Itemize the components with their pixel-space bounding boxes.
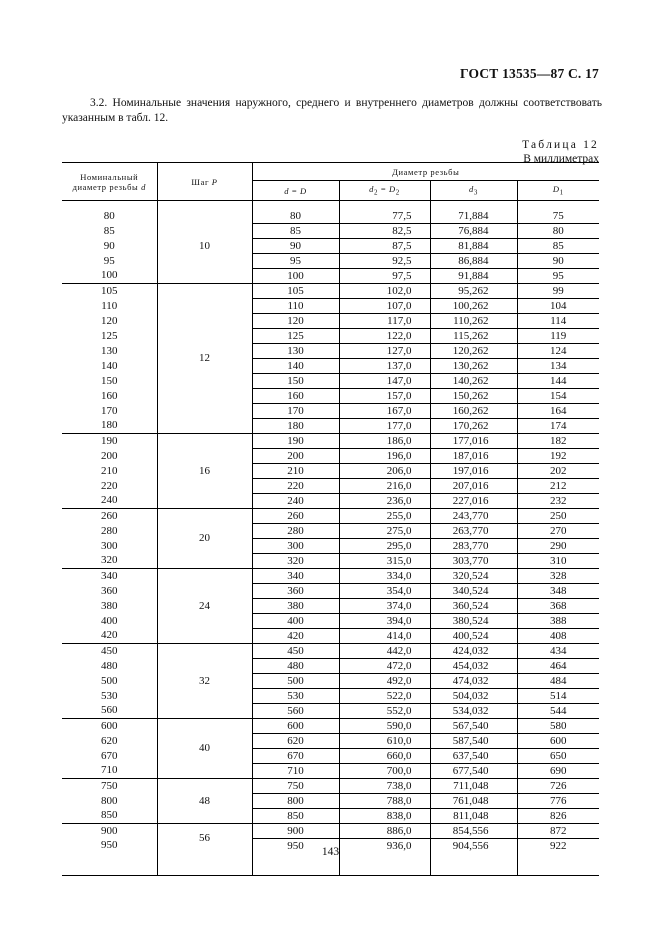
units-note: В миллиметрах bbox=[523, 153, 599, 165]
cell-d3: 474,032 bbox=[430, 674, 517, 689]
cell-nominal: 480 bbox=[101, 659, 118, 672]
cell-d: 400 bbox=[252, 614, 339, 629]
cell-D1: 212 bbox=[517, 479, 599, 494]
cell-d2: 117,0 bbox=[339, 314, 430, 329]
cell-D1: 580 bbox=[517, 719, 599, 734]
col-d2-header: $d_2 = D_2$ bbox=[339, 181, 430, 201]
col-d-header: d = D bbox=[252, 181, 339, 201]
cell-d2: 127,0 bbox=[339, 344, 430, 359]
cell-nominal: 190 bbox=[101, 434, 118, 447]
cell-nominal: 450 bbox=[101, 644, 118, 657]
table-row bbox=[62, 239, 599, 254]
table-row bbox=[62, 659, 599, 674]
cell-D1: 202 bbox=[517, 464, 599, 479]
cell-d3: 140,262 bbox=[430, 374, 517, 389]
cell-d3: 207,016 bbox=[430, 479, 517, 494]
cell-nominal: 600 bbox=[101, 719, 118, 732]
cell-d3: 854,556 bbox=[430, 824, 517, 839]
cell-D1: 434 bbox=[517, 644, 599, 659]
cell-pitch: 48 bbox=[157, 779, 252, 824]
table-row bbox=[62, 584, 599, 599]
table-row bbox=[62, 389, 599, 404]
cell-D1: 544 bbox=[517, 704, 599, 719]
cell-D1: 690 bbox=[517, 764, 599, 779]
cell-pitch: 12 bbox=[157, 284, 252, 434]
table-row bbox=[62, 734, 599, 749]
table-row bbox=[62, 419, 599, 434]
page-header: ГОСТ 13535—87 С. 17 bbox=[460, 66, 599, 81]
cell-d2: 886,0 bbox=[339, 824, 430, 839]
table-row bbox=[62, 674, 599, 689]
cell-d3: 263,770 bbox=[430, 524, 517, 539]
table-row bbox=[62, 434, 599, 449]
cell-nominal: 380 bbox=[101, 599, 118, 612]
cell-d: 120 bbox=[252, 314, 339, 329]
cell-d: 85 bbox=[252, 224, 339, 239]
table-row bbox=[62, 824, 599, 839]
cell-d3: 130,262 bbox=[430, 359, 517, 374]
cell-nominal: 400 bbox=[101, 614, 118, 627]
cell-d2: 216,0 bbox=[339, 479, 430, 494]
cell-d3: 115,262 bbox=[430, 329, 517, 344]
cell-d3: 303,770 bbox=[430, 554, 517, 569]
cell-d2: 610,0 bbox=[339, 734, 430, 749]
cell-nominal: 750 bbox=[101, 779, 118, 792]
cell-d2: 77,5 bbox=[339, 209, 430, 224]
cell-d2: 660,0 bbox=[339, 749, 430, 764]
cell-D1: 75 bbox=[517, 209, 599, 224]
cell-d3: 110,262 bbox=[430, 314, 517, 329]
cell-nominal: 530 bbox=[101, 689, 118, 702]
table-row bbox=[62, 209, 599, 224]
cell-D1: 144 bbox=[517, 374, 599, 389]
cell-d: 200 bbox=[252, 449, 339, 464]
cell-nominal: 110 bbox=[101, 299, 118, 312]
cell-d: 360 bbox=[252, 584, 339, 599]
table-row bbox=[62, 464, 599, 479]
cell-d: 670 bbox=[252, 749, 339, 764]
cell-D1: 650 bbox=[517, 749, 599, 764]
cell-d2: 82,5 bbox=[339, 224, 430, 239]
cell-d2: 492,0 bbox=[339, 674, 430, 689]
table-row bbox=[62, 284, 599, 299]
cell-d: 125 bbox=[252, 329, 339, 344]
cell-D1: 95 bbox=[517, 269, 599, 284]
cell-nominal: 670 bbox=[101, 749, 118, 762]
table-row bbox=[62, 404, 599, 419]
cell-d2: 137,0 bbox=[339, 359, 430, 374]
cell-D1: 464 bbox=[517, 659, 599, 674]
table-row bbox=[62, 704, 599, 719]
cell-pitch: 20 bbox=[157, 509, 252, 569]
cell-nominal: 710 bbox=[62, 764, 157, 779]
cell-d2: 122,0 bbox=[339, 329, 430, 344]
cell-d: 260 bbox=[252, 509, 339, 524]
cell-nominal: 500 bbox=[101, 674, 118, 687]
cell-d3: 761,048 bbox=[430, 794, 517, 809]
cell-d3: 227,016 bbox=[430, 494, 517, 509]
cell-nominal: 280 bbox=[101, 524, 118, 537]
table-row bbox=[62, 524, 599, 539]
cell-d: 300 bbox=[252, 539, 339, 554]
cell-d3: 587,540 bbox=[430, 734, 517, 749]
cell-D1: 99 bbox=[517, 284, 599, 299]
cell-d3: 637,540 bbox=[430, 749, 517, 764]
cell-D1: 290 bbox=[517, 539, 599, 554]
cell-d3: 187,016 bbox=[430, 449, 517, 464]
cell-d2: 414,0 bbox=[339, 629, 430, 644]
table-row bbox=[62, 554, 599, 569]
cell-d3: 86,884 bbox=[430, 254, 517, 269]
cell-nominal: 220 bbox=[101, 479, 118, 492]
cell-D1: 104 bbox=[517, 299, 599, 314]
cell-d: 80 bbox=[252, 209, 339, 224]
cell-nominal: 140 bbox=[101, 359, 118, 372]
cell-d: 170 bbox=[252, 404, 339, 419]
cell-nominal: 105 bbox=[101, 284, 118, 297]
cell-d2: 334,0 bbox=[339, 569, 430, 584]
cell-d2: 196,0 bbox=[339, 449, 430, 464]
cell-D1: 174 bbox=[517, 419, 599, 434]
cell-d: 950 bbox=[252, 839, 339, 854]
cell-d2: 275,0 bbox=[339, 524, 430, 539]
cell-d: 530 bbox=[252, 689, 339, 704]
cell-nominal: 180 bbox=[62, 419, 157, 434]
cell-nominal: 950 bbox=[101, 839, 118, 852]
cell-d: 850 bbox=[252, 809, 339, 824]
cell-d2: 236,0 bbox=[339, 494, 430, 509]
cell-nominal: 200 bbox=[101, 449, 118, 462]
table-body bbox=[62, 201, 599, 876]
cell-d: 340 bbox=[252, 569, 339, 584]
cell-D1: 124 bbox=[517, 344, 599, 359]
table-row bbox=[62, 299, 599, 314]
cell-d: 450 bbox=[252, 644, 339, 659]
cell-D1: 250 bbox=[517, 509, 599, 524]
table-caption: Таблица 12 bbox=[522, 139, 599, 151]
cell-D1: 134 bbox=[517, 359, 599, 374]
cell-d3: 91,884 bbox=[430, 269, 517, 284]
cell-d3: 243,770 bbox=[430, 509, 517, 524]
cell-D1: 826 bbox=[517, 809, 599, 824]
cell-d: 800 bbox=[252, 794, 339, 809]
cell-d: 500 bbox=[252, 674, 339, 689]
cell-D1: 872 bbox=[517, 824, 599, 839]
cell-d: 110 bbox=[252, 299, 339, 314]
cell-d: 420 bbox=[252, 629, 339, 644]
cell-nominal: 560 bbox=[62, 704, 157, 719]
section-paragraph: 3.2. Номинальные значения наружного, среднего и внутреннего диаметров должны соответствовать указанным в табл. 12. bbox=[62, 97, 602, 124]
cell-d2: 157,0 bbox=[339, 389, 430, 404]
cell-d: 710 bbox=[252, 764, 339, 779]
cell-pitch: 16 bbox=[157, 434, 252, 509]
cell-d3: 177,016 bbox=[430, 434, 517, 449]
cell-nominal: 900 bbox=[101, 824, 118, 837]
cell-D1: 922 bbox=[517, 839, 599, 854]
cell-pitch: 40 bbox=[157, 719, 252, 779]
cell-d3: 197,016 bbox=[430, 464, 517, 479]
table-row bbox=[62, 614, 599, 629]
table-row bbox=[62, 269, 599, 284]
cell-nominal: 95 bbox=[103, 254, 115, 267]
cell-d2: 838,0 bbox=[339, 809, 430, 824]
table-row bbox=[62, 509, 599, 524]
cell-D1: 154 bbox=[517, 389, 599, 404]
table-row bbox=[62, 809, 599, 824]
cell-nominal: 125 bbox=[101, 329, 118, 342]
table-row bbox=[62, 374, 599, 389]
cell-d2: 522,0 bbox=[339, 689, 430, 704]
table-row bbox=[62, 719, 599, 734]
cell-d2: 255,0 bbox=[339, 509, 430, 524]
table-row bbox=[62, 644, 599, 659]
table-row bbox=[62, 494, 599, 509]
cell-d3: 160,262 bbox=[430, 404, 517, 419]
cell-D1: 114 bbox=[517, 314, 599, 329]
cell-D1: 192 bbox=[517, 449, 599, 464]
cell-D1: 164 bbox=[517, 404, 599, 419]
cell-d2: 788,0 bbox=[339, 794, 430, 809]
cell-nominal: 150 bbox=[101, 374, 118, 387]
table-row bbox=[62, 569, 599, 584]
cell-d2: 177,0 bbox=[339, 419, 430, 434]
cell-d: 180 bbox=[252, 419, 339, 434]
cell-D1: 90 bbox=[517, 254, 599, 269]
table-row bbox=[62, 764, 599, 779]
cell-nominal: 800 bbox=[101, 794, 118, 807]
cell-D1: 776 bbox=[517, 794, 599, 809]
page-number: 143 bbox=[321, 846, 340, 858]
cell-d: 240 bbox=[252, 494, 339, 509]
cell-D1: 310 bbox=[517, 554, 599, 569]
cell-d2: 394,0 bbox=[339, 614, 430, 629]
cell-D1: 484 bbox=[517, 674, 599, 689]
cell-d2: 295,0 bbox=[339, 539, 430, 554]
table-row bbox=[62, 539, 599, 554]
table-row bbox=[62, 479, 599, 494]
cell-d2: 147,0 bbox=[339, 374, 430, 389]
cell-D1: 368 bbox=[517, 599, 599, 614]
cell-d: 160 bbox=[252, 389, 339, 404]
table-row bbox=[62, 359, 599, 374]
cell-pitch: 24 bbox=[157, 569, 252, 644]
cell-d3: 320,524 bbox=[430, 569, 517, 584]
cell-d3: 400,524 bbox=[430, 629, 517, 644]
cell-d3: 360,524 bbox=[430, 599, 517, 614]
cell-pitch: 32 bbox=[157, 644, 252, 719]
cell-d: 280 bbox=[252, 524, 339, 539]
cell-d3: 81,884 bbox=[430, 239, 517, 254]
cell-d2: 590,0 bbox=[339, 719, 430, 734]
table-row bbox=[62, 629, 599, 644]
cell-d2: 442,0 bbox=[339, 644, 430, 659]
cell-D1: 80 bbox=[517, 224, 599, 239]
cell-d3: 567,540 bbox=[430, 719, 517, 734]
cell-nominal: 620 bbox=[101, 734, 118, 747]
cell-D1: 119 bbox=[517, 329, 599, 344]
cell-d3: 150,262 bbox=[430, 389, 517, 404]
cell-D1: 85 bbox=[517, 239, 599, 254]
cell-d3: 76,884 bbox=[430, 224, 517, 239]
cell-d2: 738,0 bbox=[339, 779, 430, 794]
cell-d2: 354,0 bbox=[339, 584, 430, 599]
cell-d2: 186,0 bbox=[339, 434, 430, 449]
col-diam-group-header: Диаметр резьбы bbox=[252, 163, 599, 181]
cell-d2: 167,0 bbox=[339, 404, 430, 419]
cell-d2: 936,0 bbox=[339, 839, 430, 854]
cell-d: 560 bbox=[252, 704, 339, 719]
table-row bbox=[62, 599, 599, 614]
cell-d3: 120,262 bbox=[430, 344, 517, 359]
cell-nominal: 240 bbox=[62, 494, 157, 509]
cell-nominal: 320 bbox=[62, 554, 157, 569]
cell-D1: 182 bbox=[517, 434, 599, 449]
cell-d2: 92,5 bbox=[339, 254, 430, 269]
table-row bbox=[62, 794, 599, 809]
cell-d2: 472,0 bbox=[339, 659, 430, 674]
cell-d2: 315,0 bbox=[339, 554, 430, 569]
cell-d: 380 bbox=[252, 599, 339, 614]
col-D1-header: $D_1$ bbox=[517, 181, 599, 201]
cell-d3: 340,524 bbox=[430, 584, 517, 599]
cell-d3: 711,048 bbox=[430, 779, 517, 794]
cell-nominal: 420 bbox=[62, 629, 157, 644]
col-d3-header: $d_3$ bbox=[430, 181, 517, 201]
cell-d: 105 bbox=[252, 284, 339, 299]
cell-D1: 600 bbox=[517, 734, 599, 749]
cell-D1: 514 bbox=[517, 689, 599, 704]
cell-d: 140 bbox=[252, 359, 339, 374]
cell-nominal: 340 bbox=[101, 569, 118, 582]
cell-nominal: 130 bbox=[101, 344, 118, 357]
col-pitch-header: Шаг P bbox=[157, 163, 252, 201]
table-row bbox=[62, 344, 599, 359]
cell-d: 100 bbox=[252, 269, 339, 284]
cell-d3: 283,770 bbox=[430, 539, 517, 554]
cell-d3: 504,032 bbox=[430, 689, 517, 704]
cell-d3: 170,262 bbox=[430, 419, 517, 434]
cell-d2: 374,0 bbox=[339, 599, 430, 614]
cell-d: 130 bbox=[252, 344, 339, 359]
cell-D1: 408 bbox=[517, 629, 599, 644]
cell-d2: 102,0 bbox=[339, 284, 430, 299]
cell-D1: 388 bbox=[517, 614, 599, 629]
cell-d: 320 bbox=[252, 554, 339, 569]
cell-d3: 424,032 bbox=[430, 644, 517, 659]
cell-d3: 95,262 bbox=[430, 284, 517, 299]
cell-nominal: 260 bbox=[101, 509, 118, 522]
cell-d: 480 bbox=[252, 659, 339, 674]
table-row bbox=[62, 689, 599, 704]
cell-nominal: 120 bbox=[101, 314, 118, 327]
cell-d: 750 bbox=[252, 779, 339, 794]
cell-d2: 97,5 bbox=[339, 269, 430, 284]
cell-d: 90 bbox=[252, 239, 339, 254]
cell-d: 95 bbox=[252, 254, 339, 269]
cell-d: 190 bbox=[252, 434, 339, 449]
table-row bbox=[62, 779, 599, 794]
table-row bbox=[62, 314, 599, 329]
cell-nominal: 360 bbox=[101, 584, 118, 597]
cell-D1: 348 bbox=[517, 584, 599, 599]
cell-d3: 811,048 bbox=[430, 809, 517, 824]
table-row bbox=[62, 254, 599, 269]
cell-d: 220 bbox=[252, 479, 339, 494]
cell-d: 210 bbox=[252, 464, 339, 479]
cell-d3: 100,262 bbox=[430, 299, 517, 314]
table-row bbox=[62, 749, 599, 764]
cell-nominal: 100 bbox=[62, 269, 157, 284]
cell-D1: 232 bbox=[517, 494, 599, 509]
cell-d2: 87,5 bbox=[339, 239, 430, 254]
cell-nominal: 170 bbox=[101, 404, 118, 417]
cell-d: 620 bbox=[252, 734, 339, 749]
cell-nominal: 85 bbox=[103, 224, 115, 237]
cell-d2: 107,0 bbox=[339, 299, 430, 314]
cell-D1: 726 bbox=[517, 779, 599, 794]
cell-d3: 534,032 bbox=[430, 704, 517, 719]
cell-d: 900 bbox=[252, 824, 339, 839]
cell-nominal: 90 bbox=[103, 239, 115, 252]
cell-d: 150 bbox=[252, 374, 339, 389]
table-row bbox=[62, 329, 599, 344]
thread-diameter-table bbox=[62, 162, 599, 876]
cell-d2: 206,0 bbox=[339, 464, 430, 479]
cell-D1: 270 bbox=[517, 524, 599, 539]
cell-D1: 328 bbox=[517, 569, 599, 584]
cell-d2: 700,0 bbox=[339, 764, 430, 779]
cell-nominal: 300 bbox=[101, 539, 118, 552]
col-nominal-header: Номинальный диаметр резьбы d bbox=[62, 163, 157, 201]
cell-d: 600 bbox=[252, 719, 339, 734]
cell-nominal: 160 bbox=[101, 389, 118, 402]
cell-d3: 454,032 bbox=[430, 659, 517, 674]
cell-nominal: 210 bbox=[101, 464, 118, 477]
table-row bbox=[62, 449, 599, 464]
cell-pitch: 56 bbox=[157, 824, 252, 854]
cell-pitch: 10 bbox=[157, 209, 252, 284]
cell-d2: 552,0 bbox=[339, 704, 430, 719]
cell-nominal: 80 bbox=[103, 209, 115, 222]
cell-d3: 677,540 bbox=[430, 764, 517, 779]
cell-d3: 904,556 bbox=[430, 839, 517, 854]
table-row bbox=[62, 224, 599, 239]
cell-nominal: 850 bbox=[62, 809, 157, 824]
cell-d3: 380,524 bbox=[430, 614, 517, 629]
cell-d3: 71,884 bbox=[430, 209, 517, 224]
